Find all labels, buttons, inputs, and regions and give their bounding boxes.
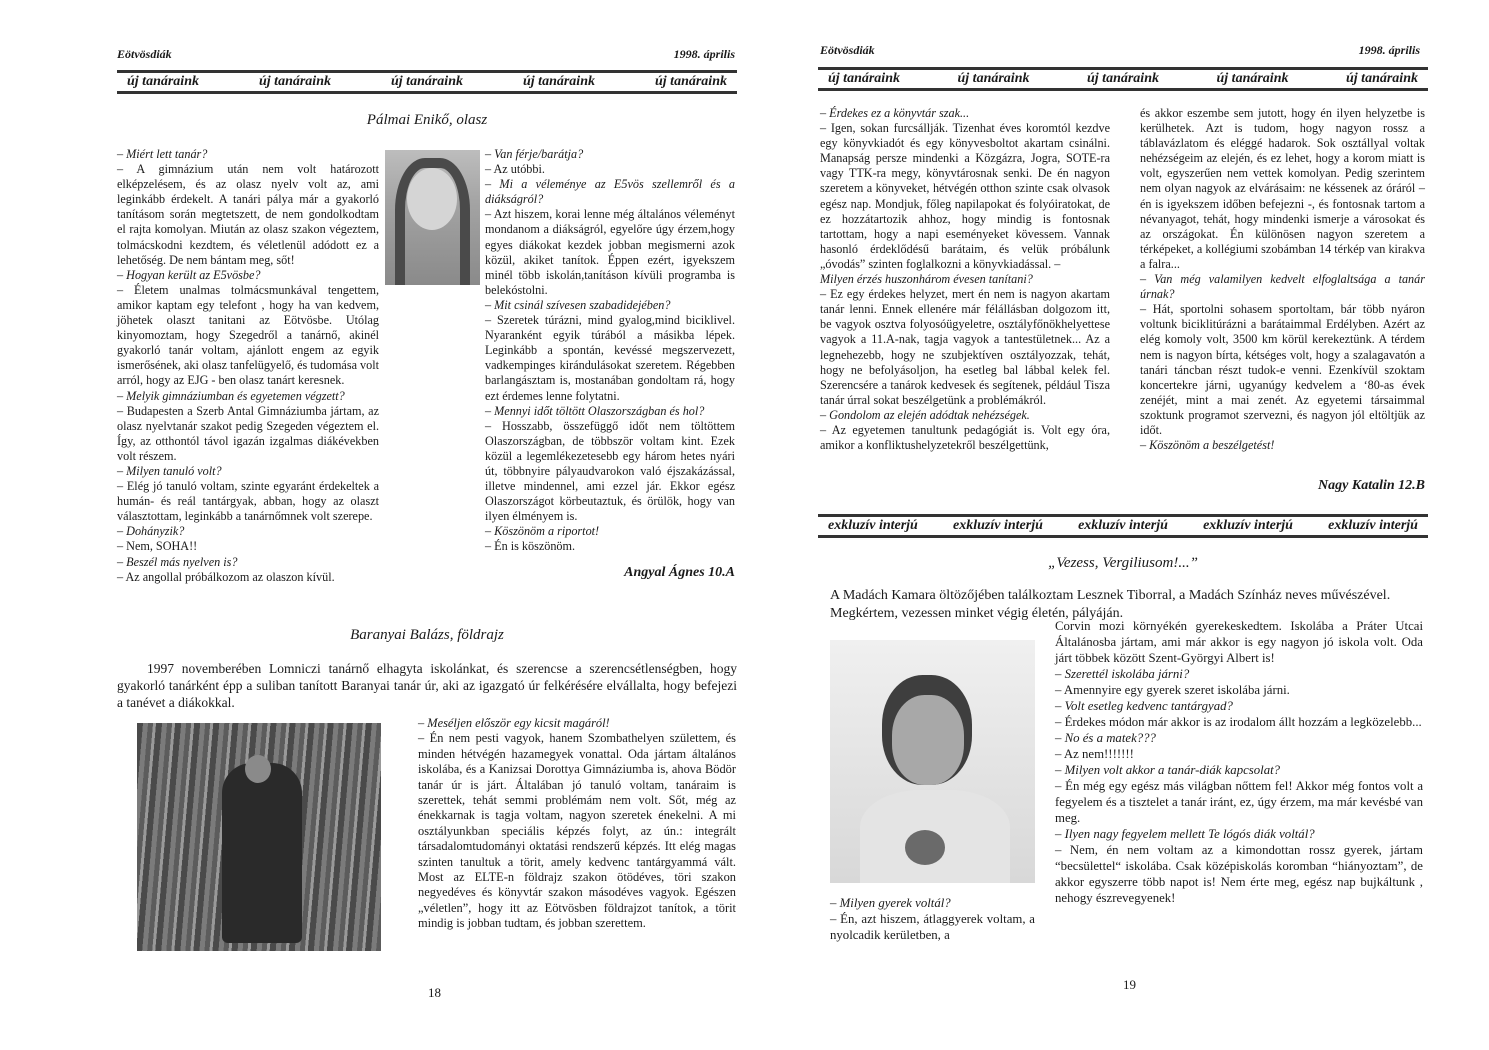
article-title: Pálmai Enikő, olasz: [366, 112, 488, 128]
interview-answer: – Amennyire egy gyerek szeret iskolába járni.: [1055, 683, 1290, 697]
article-column: [485, 147, 735, 555]
interview-question: – Mennyi időt töltött Olaszországban és hol?: [485, 403, 705, 418]
band-label: új tanáraink: [957, 71, 1030, 86]
interview-question: – Mit csinál szívesen szabadidejében?: [485, 297, 671, 312]
band-label: exkluzív interjú: [953, 518, 1043, 533]
interview-question: – Meséljen először egy kicsit magáról!: [418, 716, 610, 730]
interview-question: – Köszönöm a beszélgetést!: [1140, 438, 1275, 453]
section-band-exclusive-interview: [818, 514, 1428, 538]
band-label: új tanáraink: [828, 71, 900, 86]
interview-question: – Van férje/barátja?: [485, 147, 584, 161]
actor-portrait-photo: [830, 640, 1035, 883]
interview-answer: – Szeretek túrázni, mind gyalog,mind biciklivel. Nyaranként egyik túrából a másikba lépek. Leginkább a spontán, kevéssé megszervezett, vadkempinges kirándulásokat szeretem. Régebben barlangásztam is, mostanában gondoltam rá, hogy ezt érdemes lenne folytatni.: [485, 313, 735, 403]
interview-answer: – Én még egy egész más világban nőttem fel! Akkor még fontos volt a fegyelem és a tisztelet a tanár iránt, ez, úgy érzem, ma már kevésbé van meg.: [1055, 779, 1423, 825]
interview-answer: – Hosszabb, összefüggő időt nem töltöttem Olaszországban, de többször voltam kint. Ezek közül a legemlékezetesebb egy három hetes nyári út, többnyire pályaudvarokon való éjszakázással, illetve mindennel, ami ezzel jár. Ekkor egész Olaszországot körbeutaztuk, és örülök, hogy van ilyen élményem is.: [485, 418, 735, 524]
interview-question: – Hogyan került az E5vösbe?: [117, 267, 261, 282]
article-column: [418, 716, 736, 932]
interview-question: – Volt esetleg kedvenc tantárgyad?: [1055, 699, 1233, 713]
interview-answer: – Budapesten a Szerb Antal Gimnáziumba jártam, az olasz nyelvtanár szakot pedig Szegeden végeztem el. Így, az otthontól távol igazán izgalmas diákévekben volt részem.: [117, 403, 379, 463]
interview-answer: – Elég jó tanuló voltam, szinte egyaránt érdekeltek a humán- és reál tantárgyak, abban, hogy az olaszt választottam, leginkább a tanárnőmnek volt szerepe.: [117, 479, 379, 524]
interview-answer: – Hát, sportolni sohasem sportoltam, bár több nyáron voltunk biciklitúrázni a barátaimmal Erdélyben. Azért az elég komoly volt, 3500 km körül kerekeztünk. A térdem nem is nagyon bírta, kétséges volt, hogy a szalagavatón a tanári táncban részt tudok-e venni. Ezenkívül szoktam koncertekre járni, ugyanúgy kedvelem a ‘80-as évek zenéjét, mint a mai zenét. Az egyetemi társaimmal szoktunk programot szervezni, és nagyon jól eltöltjük az időt.: [1140, 302, 1425, 437]
interview-answer: – A gimnázium után nem volt határozott elképzelésem, és az olasz nyelv volt az, ami leginkább érdekelt. A tanári pálya már a gyakorló tanításom során megtetszett, de nem gondolkodtam el rajta komolyan. Miután az olasz szakon végeztem, tolmácskodni kezdtem, és véletlenül adódott ez a lehetőség. De nem bántam meg, sőt!: [117, 162, 379, 267]
interview-answer: – Életem unalmas tolmácsmunkával tengettem, amikor kaptam egy telefont , hogy ha van kedvem, jöhetek olaszt tanitani az Eötvösbe. Utólag kinyomoztam, hogy Szegedről a tanárnő, akinél gyakorló tanár voltam, ajánlott engem az egyik ismerősének, aki olasz tanfelügyelő, és tudomása volt arról, hogy az EJG - ben olasz tanárt keresnek.: [117, 282, 379, 388]
interview-answer: – Nem, SOHA!!: [117, 539, 198, 554]
interview-question: – Milyen volt akkor a tanár-diák kapcsolat?: [1055, 763, 1281, 777]
interview-answer: – Az angollal próbálkozom az olaszon kívül.: [117, 569, 335, 584]
interview-question: – Van még valamilyen kedvelt elfoglaltsága a tanár úrnak?: [1140, 272, 1425, 302]
publication-name: Eötvösdiák: [820, 43, 875, 57]
article-column: [1140, 106, 1425, 453]
article-title: Baranyai Balázs, földrajz: [350, 627, 504, 643]
band-label: új tanáraink: [1087, 71, 1159, 86]
interview-question: – Gondolom az elején adódtak nehézségek.: [820, 407, 1030, 422]
interview-question: Milyen érzés huszonhárom évesen tanítani?: [820, 272, 1033, 287]
interview-question: – Miért lett tanár?: [117, 147, 208, 161]
interview-question: – Melyik gimnáziumban és egyetemen végzett?: [117, 388, 345, 403]
author-signature: Nagy Katalin 12.B: [1318, 478, 1425, 493]
issue-date: 1998. április: [673, 47, 735, 61]
article-column: [1055, 618, 1423, 906]
interview-answer: – Azt hiszem, korai lenne még általános véleményt mondanom a diákságról, egyelőre úgy érzem,hogy egyes diákokat kezdek jobban megismerni azok közül, akiket tanítok. Éppen ezért, igyekszem minél több iskolán,tanításon kívüli programba is belekóstolni.: [485, 207, 735, 297]
interview-question: – No és a matek???: [1055, 731, 1156, 745]
interview-answer: – Igen, sokan furcsállják. Tizenhat éves koromtól kezdve egy könyvkiadót és egy könyvesboltot akartam csinálni. Manapság persze mindenki a Közgázra, Jogra, SOTE-ra vagy TTK-ra megy, könyvtárosnak senki. De én nagyon szeretem a könyveket, hétvégén otthon szinte csak olvasok egész nap. Mondjuk, főleg napilapokat és folyóiratokat, de ez hozzátartozik ahhoz, hogy mindig is fontosnak tartottam, hogy a napi eseményeket kövessem. Vannak hasonló érdeklődésű barátaim, és velük próbálunk „óvodás” szinten foglalkozni a könyvkiadással. –: [820, 121, 1110, 271]
interview-question: – Dohányzik?: [117, 524, 185, 539]
band-label: új tanáraink: [259, 74, 331, 89]
page-19: [745, 0, 1489, 1050]
interview-answer: – Én, azt hiszem, átlaggyerek voltam, a nyolcadik kerületben, a: [830, 912, 1035, 942]
section-band-new-teachers: [117, 70, 737, 94]
band-label: új tanáraink: [1216, 71, 1289, 86]
band-label: új tanáraink: [391, 74, 463, 89]
band-label: exkluzív interjú: [1078, 518, 1168, 533]
band-label: exkluzív interjú: [828, 518, 918, 533]
interview-answer: – Az egyetemen tanultunk pedagógiát is. Volt egy óra, amikor a konfliktushelyzetekről beszélgettünk,: [820, 422, 1110, 453]
article-column: [820, 106, 1110, 453]
band-label: új tanáraink: [127, 74, 199, 89]
interview-answer: – Ez egy érdekes helyzet, mert én nem is nagyon akartam tanár lenni. Ennek ellenére már félállásban dolgozom itt, be vagyok osztva folyosóügyeletre, osztályfőnökhelyettese vagyok a 11.A-nak, tagja vagyok a tantestületnek... Az a legnehezebb, hogy ne szubjektíven osztályozzak, tehát, hogy ne befolyásoljon, ha esetleg bal lábbal kelek fel. Szerencsére a tanárok kedvesek és segítenek, például Tisza tanár úrral sokat beszélgetünk a problémákról.: [820, 287, 1110, 407]
band-label: új tanáraink: [1346, 71, 1418, 86]
band-label: új tanáraink: [655, 74, 727, 89]
article-title: „Vezess, Vergiliusom!...”: [1048, 555, 1198, 571]
interview-question: – Beszél más nyelven is?: [117, 554, 238, 569]
interview-question: – Szerettél iskolába járni?: [1055, 667, 1190, 681]
interview-answer: – Az nem!!!!!!!: [1055, 747, 1134, 761]
interview-answer: – Én is köszönöm.: [485, 539, 576, 554]
interview-question: – Ilyen nagy fegyelem mellett Te lógós diák voltál?: [1055, 827, 1315, 841]
section-band-new-teachers: [818, 67, 1428, 91]
page-number: 18: [428, 985, 441, 1000]
article-column: [117, 147, 379, 585]
interview-question: – Milyen gyerek voltál?: [830, 896, 951, 910]
publication-name: Eötvösdiák: [117, 47, 172, 61]
issue-date: 1998. április: [1358, 43, 1420, 57]
interview-answer: és akkor eszembe sem jutott, hogy én ilyen helyzetbe is kerülhetek. Azt is tudom, hogy nagyon rossz a táblavázlatom és eléggé hadarok. Sok osztállyal voltak nehézségeim az elején, és ez lehet, hogy a korom miatt is volt, egyszerűen nem vettek komolyan. Pedig szerintem nem olyan nagyok az elvárásaim: ne késsenek az óráról – én is igyekszem időben befejezni -, és fontosnak tartom a névanyagot, tehát, hogy mindenki ismerje a városokat és az országokat. Én különösen nagyon szeretem a térképeket, a kollégiumi szobámban 14 térkép van kirakva a falra...: [1140, 106, 1425, 271]
interview-question: – Érdekes ez a könyvtár szak...: [820, 106, 970, 120]
author-signature: Angyal Ágnes 10.A: [624, 565, 735, 580]
band-label: új tanáraink: [523, 74, 595, 89]
page-number: 19: [1123, 977, 1136, 992]
article-column: [830, 895, 1035, 943]
interview-answer: – Érdekes módon már akkor is az irodalom állt hozzám a legközelebb...: [1055, 715, 1422, 729]
interview-question: – Köszönöm a riportot!: [485, 524, 600, 539]
interview-answer: – Én nem pesti vagyok, hanem Szombathelyen születtem, és minden hétvégén hazamegyek vonattal. Oda jártam általános iskolába, és a Kanizsai Dorottya Gimnáziumba is, ahova Bödör tanár úr is járt. Általában jó tanuló voltam, tanáraim is szerettek, tehát semmi problémám nem volt. Sőt, még az énekkarnak is tagja voltam, nagyon szeretek énekelni. A mi osztályunkban speciális képzés folyt, az ún.: integrált társadalomtudományi oktatási rendszerű képzés. Itt elég magas szinten tanultuk a törit, amely kedvenc tantárgyammá vált. Most az ELTE-n földrajz szakon ötödéves, töri szakon negyedéves és könyvtár szakon másodéves vagyok. Egészen „véletlen”, hogy itt az Eötvösben földrajzot tanítok, a törit mindig is jobban tudtam, és jobban szerettem.: [418, 731, 736, 931]
band-label: exkluzív interjú: [1203, 518, 1293, 533]
teacher-cave-photo: [137, 723, 381, 951]
teacher-portrait-photo: [385, 150, 480, 285]
interview-answer: – Az utóbbi.: [485, 162, 545, 177]
interview-answer: Corvin mozi környékén gyerekeskedtem. Iskolába a Práter Utcai Általánosba jártam, ami már akkor is egy nagyon jó iskola volt. Oda járt többek között Szent-Györgyi Albert is!: [1055, 619, 1423, 665]
article-intro: A Madách Kamara öltözőjében találkoztam Lesznek Tiborral, a Madách Színház neves művészével. Megkértem, vezessen minket végig életén, pályáján.: [830, 588, 1391, 621]
interview-answer: – Nem, én nem voltam az a kimondottan rossz gyerek, jártam “becsülettel“ iskolába. Csak középiskolás koromban “hiányoztam”, de akkor egyszerre több napot is! Nem érte meg, egész nap bujkáltunk , nehogy észrevegyenek!: [1055, 843, 1423, 905]
article-intro: 1997 novemberében Lomniczi tanárnő elhagyta iskolánkat, és szerencse a szerencsétlenségben, hogy gyakorló tanárként épp a suliban tanított Baranyai tanár úr, aki az igazgató úr felkérésére elvállalta, hogy befejezi a tanévet a diákokkal.: [117, 661, 737, 710]
interview-question: – Milyen tanuló volt?: [117, 463, 222, 478]
interview-question: – Mi a véleménye az E5vös szellemről és a diákságról?: [485, 177, 735, 207]
band-label: exkluzív interjú: [1328, 518, 1418, 533]
